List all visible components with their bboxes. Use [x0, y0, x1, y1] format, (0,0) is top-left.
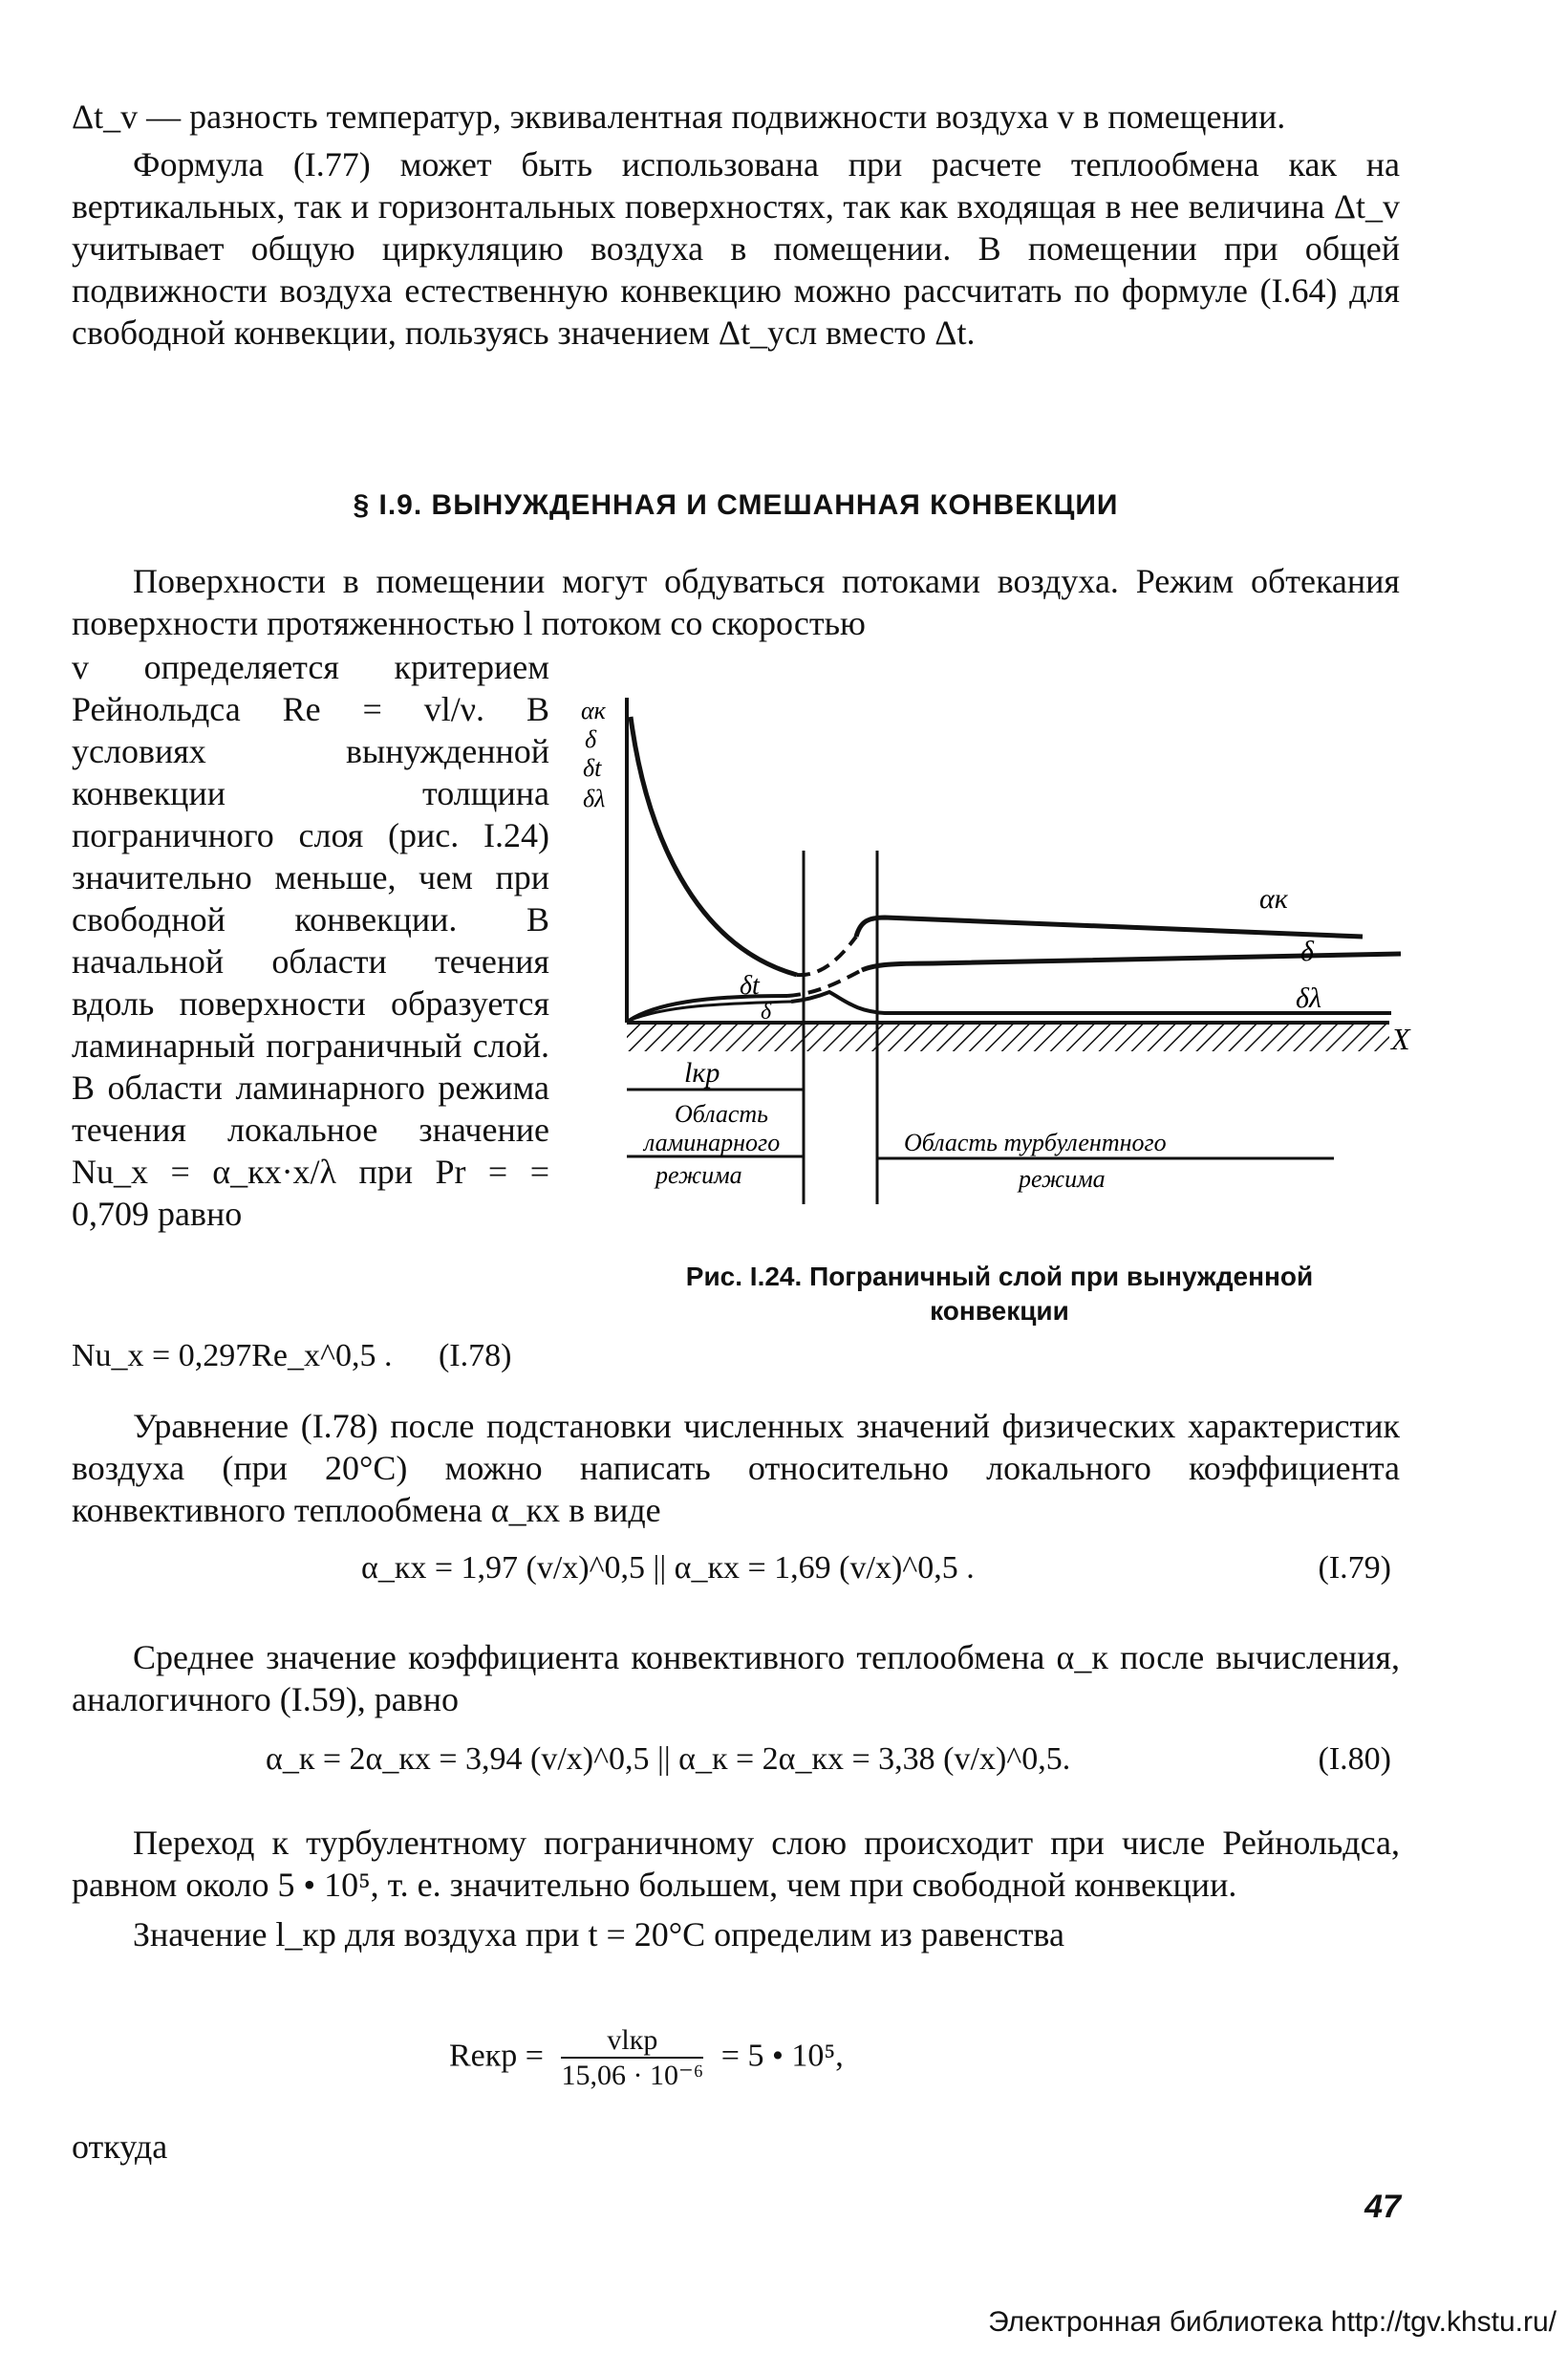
- paragraph-formula-177: Формула (I.77) может быть использована при расчете теплообмена как на вертикальных, так и горизонтальных поверхностях, так как входящая в нее величина Δt_v учитывает общую циркуляцию воздуха в помещении. В помещении при общей подвижности воздуха естественную конвекцию можно рассчитать по формуле (I.64) для свободной конвекции, пользуясь значением Δt_усл вместо Δt.: [72, 145, 1400, 352]
- figure-caption: [569, 1260, 1429, 1328]
- equation-180: α_к = 2α_кx = 3,94 (v/x)^0,5 || α_к = 2α_кx = 3,38 (v/x)^0,5.: [266, 1741, 1071, 1777]
- paragraph-lkr: Значение l_кр для воздуха при t = 20°C определим из равенства: [133, 1915, 1064, 1954]
- y-label-delta-lambda: δλ: [583, 785, 606, 812]
- equation-re-fraction: [561, 2024, 703, 2092]
- paragraph-eq180-lead: Среднее значение коэффициента конвективного теплообмена α_к после вычисления, аналогичного (I.59), равно: [72, 1638, 1400, 1718]
- equation-re-denominator: 15,06 · 10⁻⁶: [561, 2060, 704, 2091]
- text-block-eq179: [72, 1405, 1400, 1531]
- paragraph-eq179-lead: Уравнение (I.78) после подстановки численных значений физических характеристик воздуха (при 20°C) можно написать относительно локального коэффициента конвективного теплообмена α_кx в виде: [72, 1407, 1400, 1529]
- text-block-eq180: [72, 1636, 1400, 1720]
- figure-caption-line-1: Рис. I.24. Пограничный слой при вынужденной: [685, 1262, 1314, 1291]
- paragraph-intro: Поверхности в помещении могут обдуваться потоками воздуха. Режим обтекания поверхности протяженностью l потоком со скоростью: [72, 562, 1400, 642]
- equation-re-numerator: vlкр: [561, 2024, 703, 2059]
- label-lkr: lкр: [684, 1057, 720, 1089]
- curve-alpha-k-transition: [797, 937, 856, 975]
- y-label-ak: αк: [581, 697, 606, 724]
- curve-alpha-k-laminar: [631, 717, 797, 975]
- paragraph-turbulent-transition: Переход к турбулентному пограничному слою происходит при числе Рейнольдса, равном около 5 • 10⁵, т. е. значительно большем, чем при свободной конвекции.: [72, 1824, 1400, 1904]
- y-label-delta-t: δt: [583, 754, 602, 782]
- paragraph-reynolds: v определяется критерием Рейнольдса Re = vl/ν. В условиях вынужденной конвекции толщина пограничного слоя (рис. I.24) значительно меньше, чем при свободной конвекции. В начальной области течения вдоль поверхности образуется ламинарный пограничный слой. В области ламинарного режима течения локальное значение Nu_x = α_кx·x/λ при Pr = = 0,709 равно: [72, 648, 549, 1233]
- equation-178-body: Nu_x = 0,297Re_x^0,5 .: [72, 1338, 393, 1373]
- wall-hatching: [627, 1023, 1389, 1051]
- laminar-label-3: режима: [655, 1161, 742, 1189]
- label-delta: δ: [1300, 936, 1314, 967]
- laminar-label-2: ламинарного: [644, 1129, 781, 1156]
- label-delta-small: δ: [761, 1000, 772, 1025]
- text-block-otkuda: [72, 2126, 1400, 2168]
- equation-179: α_кx = 1,97 (v/x)^0,5 || α_кx = 1,69 (v/x)^0,5 .: [361, 1550, 975, 1586]
- curve-delta-turbulent: [862, 954, 1401, 970]
- equation-178-number: (I.78): [438, 1338, 512, 1373]
- equation-re-lhs: Reкр =: [449, 2038, 544, 2074]
- equation-re-rhs: = 5 • 10⁵,: [720, 2038, 844, 2074]
- paragraph-delta-tv: Δt_v — разность температур, эквивалентная подвижности воздуха v в помещении.: [72, 97, 1286, 136]
- turbulent-label-2: режима: [1019, 1165, 1106, 1193]
- library-footer: Электронная библиотека http://tgv.khstu.ru/: [988, 2306, 1557, 2338]
- label-alpha-k: αк: [1259, 883, 1288, 915]
- equation-179-number: (I.79): [1318, 1550, 1391, 1586]
- equation-180-number: (I.80): [1318, 1741, 1391, 1777]
- label-delta-t: δt: [740, 971, 760, 1001]
- paragraph-otkuda: откуда: [72, 2127, 168, 2166]
- x-axis-label: X: [1391, 1022, 1410, 1056]
- turbulent-label-1: Область турбулентного: [904, 1129, 1167, 1156]
- boundary-layer-figure: [569, 688, 1429, 1223]
- figure-caption-line-2: конвекции: [930, 1296, 1069, 1326]
- equation-reynolds-critical: [449, 2024, 844, 2092]
- page-number: 47: [1364, 2189, 1401, 2225]
- curve-alpha-k-turbulent: [856, 917, 1363, 937]
- text-block-top: [72, 96, 1400, 354]
- label-delta-lambda: δλ: [1296, 982, 1321, 1014]
- text-block-turbulent: [72, 1822, 1400, 1955]
- section-heading: § I.9. ВЫНУЖДЕННАЯ И СМЕШАННАЯ КОНВЕКЦИИ: [353, 489, 1119, 521]
- text-block-intro: [72, 560, 1400, 644]
- y-label-delta: δ: [585, 725, 597, 753]
- text-block-wrapped: [72, 646, 549, 1235]
- laminar-label-1: Область: [675, 1100, 769, 1128]
- equation-178: [72, 1338, 511, 1374]
